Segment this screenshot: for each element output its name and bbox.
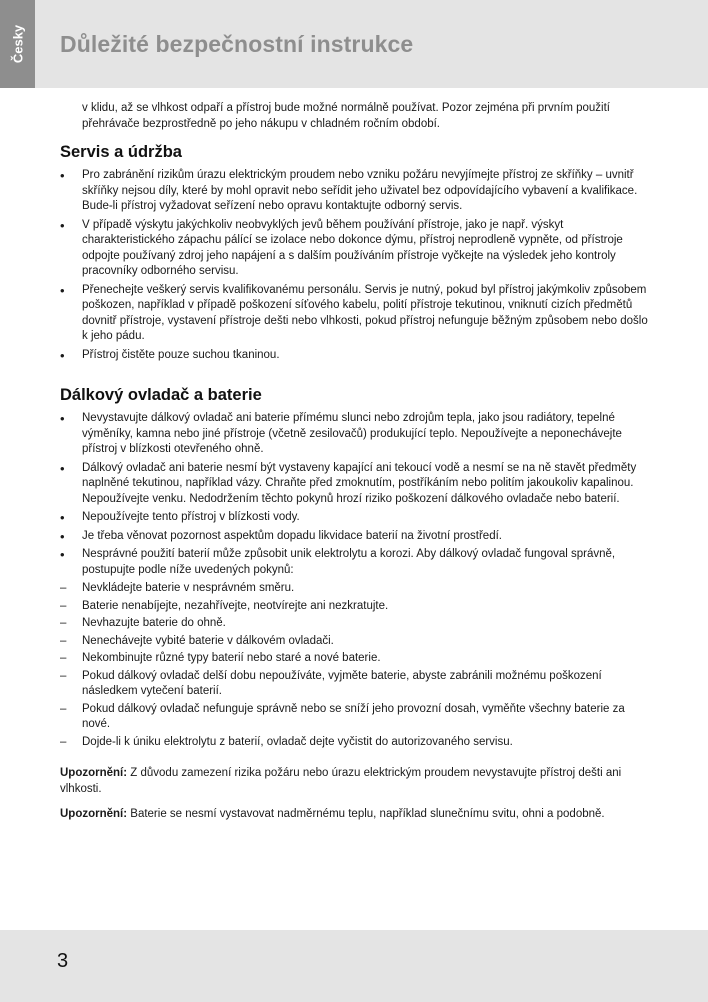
dash-item: – Pokud dálkový ovladač delší dobu nepoužíváte, vyjměte baterie, abyste zabránili možnému poškození následkem vytečení baterií. [60,669,650,700]
dash-item: – Nevhazujte baterie do ohně. [60,616,650,632]
main-content [60,101,650,823]
list-item: • Nevystavujte dálkový ovladač ani baterie přímému slunci nebo zdrojům tepla, jako jsou radiátory, tepelné výměníky, kamna nebo jiné přístroje (včetně zesilovačů) produkující teplo. Nepoužívejte a neponechávejte přístroj v blízkosti otevřeného ohně. [60,411,650,458]
battery-instructions-list [60,581,650,750]
list-item: • V případě výskytu jakýchkoliv neobvyklých jevů během používání přístroje, jako je např. výskyt charakteristického zápachu pálící se izolace nebo dokonce dýmu, přístroj neprodleně vypněte, od přístroje odpojte používaný zdroj jeho napájení a s dalším používáním přístroje vyčkejte na výsledek jeho kontroly pracovníky odborného servisu. [60,218,650,280]
service-list [60,168,650,363]
list-item: • Dálkový ovladač ani baterie nesmí být vystaveny kapající ani tekoucí vodě a nesmí se na ně stavět předměty naplněné tekutinou, například vázy. Chraňte před zmoknutím, postříkáním nebo politím jakoukoliv kapalinou. Nepoužívejte venku. Nedodržením těchto pokynů hrozí riziko poškození dálkového ovladače nebo baterií. [60,461,650,508]
dash-item: – Nevkládejte baterie v nesprávném směru. [60,581,650,597]
dash-item: – Nekombinujte různé typy baterií nebo staré a nové baterie. [60,651,650,667]
dash-item: – Nenechávejte vybité baterie v dálkovém ovladači. [60,634,650,650]
list-item: • Pro zabránění rizikům úrazu elektrickým proudem nebo vzniku požáru nevyjímejte přístroj ze skříňky – uvnitř skříňky nejsou díly, které by mohl opravit nebo seřídit jeho uživatel bez odpovídajícího vybavení a kvalifikace. Bude-li přístroj vyžadovat seřízení nebo opravu kontaktujte odborný servis. [60,168,650,215]
section-heading-remote: Dálkový ovladač a baterie [60,386,262,404]
dash-item: – Dojde-li k úniku elektrolytu z baterií, ovladač dejte vyčistit do autorizovaného servisu. [60,735,650,751]
page-number: 3 [57,950,69,972]
warning-notice [60,807,650,823]
language-tab [0,0,35,88]
warning-notice [60,766,650,797]
list-item: • Nesprávné použití baterií může způsobit unik elektrolytu a korozi. Aby dálkový ovladač fungoval správně, postupujte podle níže uvedených pokynů: [60,547,650,578]
list-item: • Přístroj čistěte pouze suchou tkaninou. [60,348,650,364]
footer-band [0,930,708,1002]
remote-list [60,411,650,578]
section-heading-service: Servis a údržba [60,143,182,161]
dash-item: – Pokud dálkový ovladač nefunguje správně nebo se sníží jeho provozní dosah, vyměňte všechny baterie za nové. [60,702,650,733]
warning-text: Baterie se nesmí vystavovat nadměrnému teplu, například slunečnímu svitu, ohni a podobně. [127,808,605,820]
warning-label: Upozornění: [60,767,128,779]
list-item: • Je třeba věnovat pozornost aspektům dopadu likvidace baterií na životní prostředí. [60,529,650,545]
list-item: • Přenechejte veškerý servis kvalifikovanému personálu. Servis je nutný, pokud byl přístroj jakýmkoliv způsobem poškozen, například v případě poškození síťového kabelu, polití přístroje tekutinou, vniknutí cizích předmětů dovnitř přístroje, vystavení přístroje dešti nebo vlhkosti, pokud přístroj nefunguje běžným způsobem nebo došlo k jeho pádu. [60,283,650,345]
header-band [0,0,708,88]
list-item: • Nepoužívejte tento přístroj v blízkosti vody. [60,510,650,526]
intro-paragraph: v klidu, až se vlhkost odpaří a přístroj bude možné normálně používat. Pozor zejména při prvním použití přehrávače bezprostředně po jeho nákupu v chladném ročním období. [82,102,610,130]
page-title: Důležité bezpečnostní instrukce [60,31,414,57]
warning-label: Upozornění: [60,808,128,820]
warning-text: Z důvodu zamezení rizika požáru nebo úrazu elektrickým proudem nevystavujte přístroj dešti ani vlhkosti. [60,767,622,795]
language-tab-label: Česky [10,24,25,64]
dash-item: – Baterie nenabíjejte, nezahřívejte, neotvírejte ani nezkratujte. [60,599,650,615]
